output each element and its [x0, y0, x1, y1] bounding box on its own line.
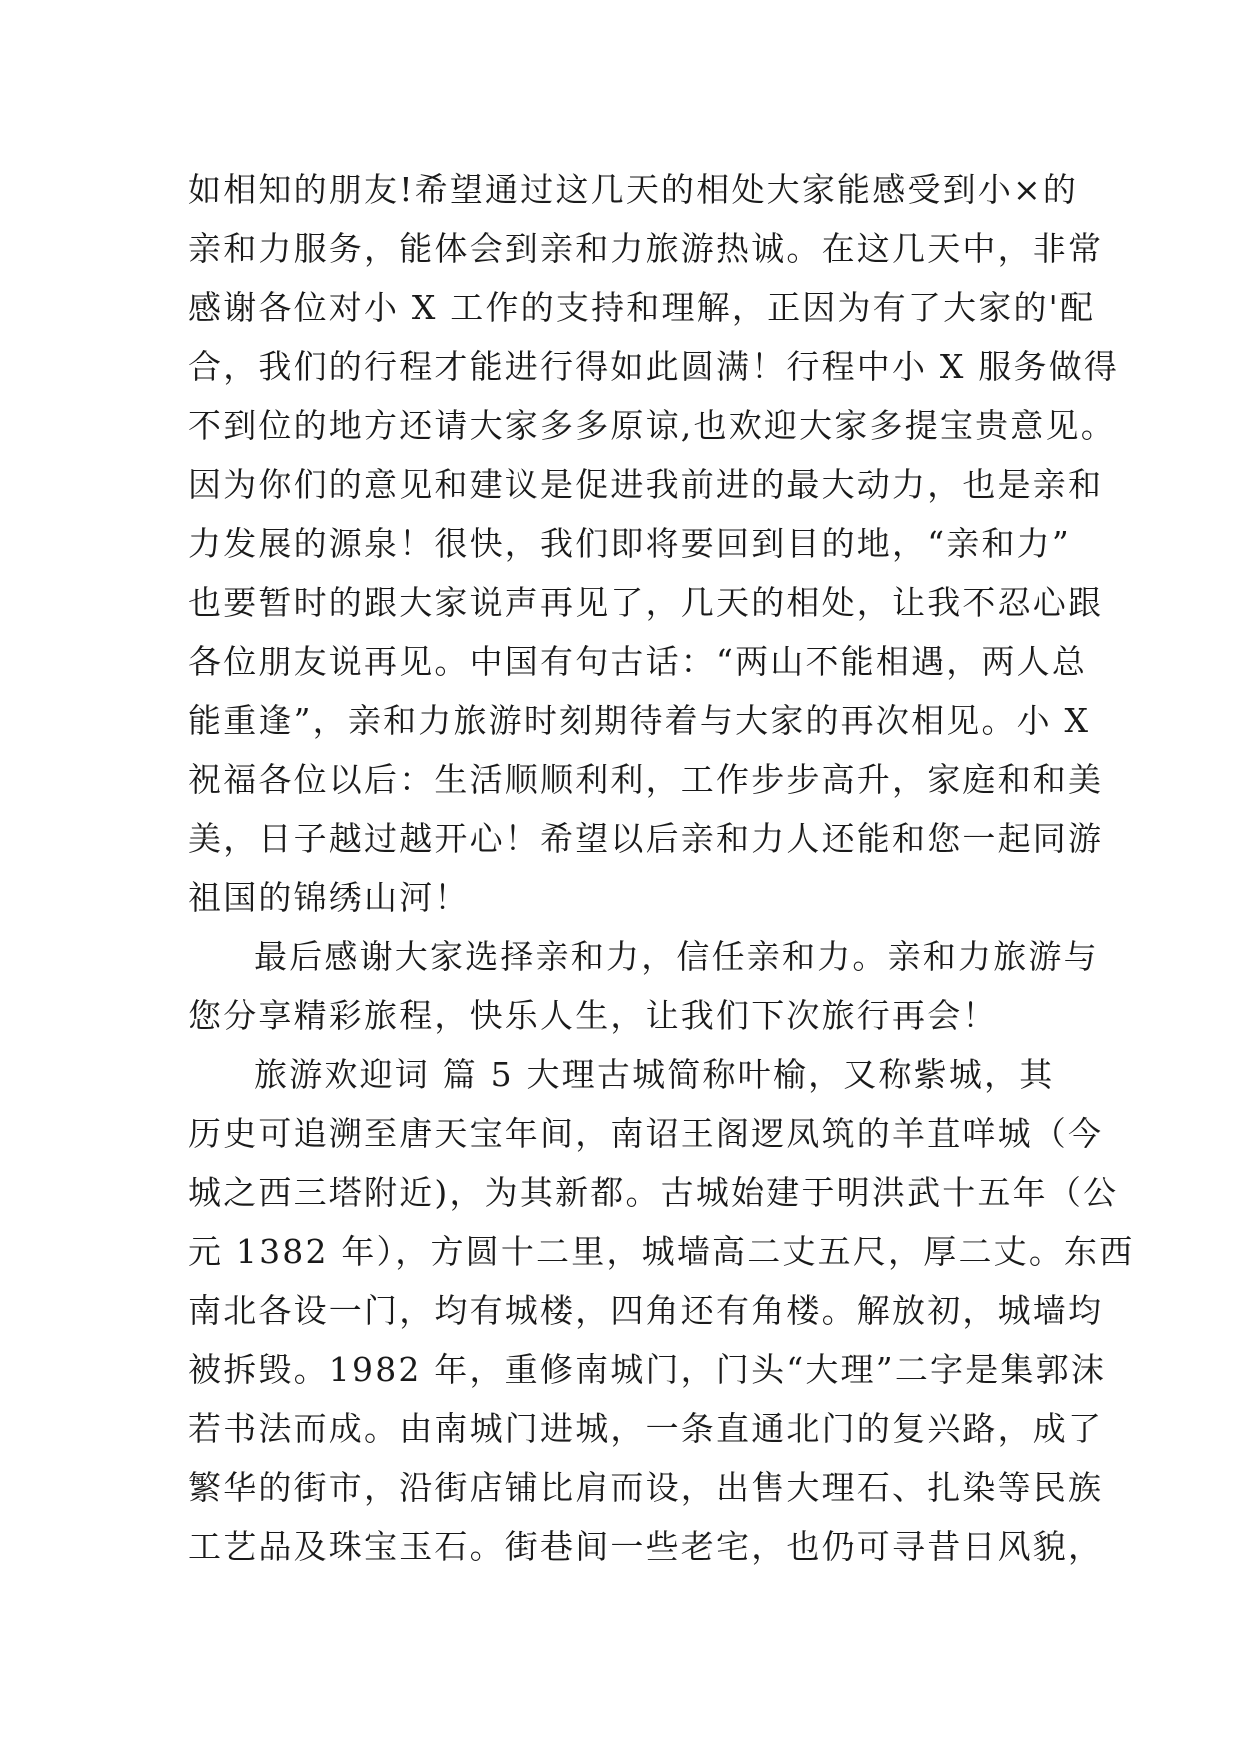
text-line: 您分享精彩旅程，快乐人生，让我们下次旅行再会！ [188, 996, 998, 1035]
text-line: 也要暂时的跟大家说声再见了，几天的相处，让我不忍心跟 [188, 583, 1104, 622]
text-line: 元 1382 年），方圆十二里，城墙高二丈五尺，厚二丈。东西 [188, 1232, 1135, 1271]
text-line: 祖国的锦绣山河！ [188, 878, 470, 917]
document-body [188, 160, 1135, 1576]
text-line: 美，日子越过越开心！希望以后亲和力人还能和您一起同游 [188, 819, 1104, 858]
text-line: 工艺品及珠宝玉石。街巷间一些老宅，也仍可寻昔日风貌， [188, 1527, 1104, 1566]
text-line: 被拆毁。1982 年，重修南城门，门头“大理”二字是集郭沫 [188, 1350, 1107, 1389]
text-line: 祝福各位以后：生活顺顺利利，工作步步高升，家庭和和美 [188, 760, 1104, 799]
text-line: 繁华的街市，沿街店铺比肩而设，出售大理石、扎染等民族 [188, 1468, 1104, 1507]
text-line: 力发展的源泉！很快，我们即将要回到目的地，“亲和力” [188, 524, 1071, 563]
text-line: 城之西三塔附近)，为其新都。古城始建于明洪武十五年（公 [188, 1173, 1119, 1212]
section-heading-line: 旅游欢迎词 篇 5 大理古城简称叶榆，又称紫城，其 [254, 1055, 1055, 1094]
text-line: 不到位的地方还请大家多多原谅,也欢迎大家多提宝贵意见。 [188, 406, 1116, 445]
text-line: 能重逢”，亲和力旅游时刻期待着与大家的再次相见。小 X [188, 701, 1091, 740]
text-line: 南北各设一门，均有城楼，四角还有角楼。解放初，城墙均 [188, 1291, 1104, 1330]
text-line: 若书法而成。由南城门进城，一条直通北门的复兴路，成了 [188, 1409, 1104, 1448]
text-line: 历史可追溯至唐天宝年间，南诏王阁逻凤筑的羊苴咩城（今 [188, 1114, 1104, 1153]
text-line: 因为你们的意见和建议是促进我前进的最大动力，也是亲和 [188, 465, 1104, 504]
text-line: 合，我们的行程才能进行得如此圆满！行程中小 X 服务做得 [188, 347, 1120, 386]
text-line: 如相知的朋友!希望通过这几天的相处大家能感受到小×的 [188, 170, 1079, 209]
text-line: 亲和力服务，能体会到亲和力旅游热诚。在这几天中，非常 [188, 229, 1104, 268]
text-line: 各位朋友说再见。中国有句古话：“两山不能相遇，两人总 [188, 642, 1088, 681]
text-line: 感谢各位对小 X 工作的支持和理解，正因为有了大家的'配 [188, 288, 1096, 327]
paragraph-start-line: 最后感谢大家选择亲和力，信任亲和力。亲和力旅游与 [254, 937, 1099, 976]
